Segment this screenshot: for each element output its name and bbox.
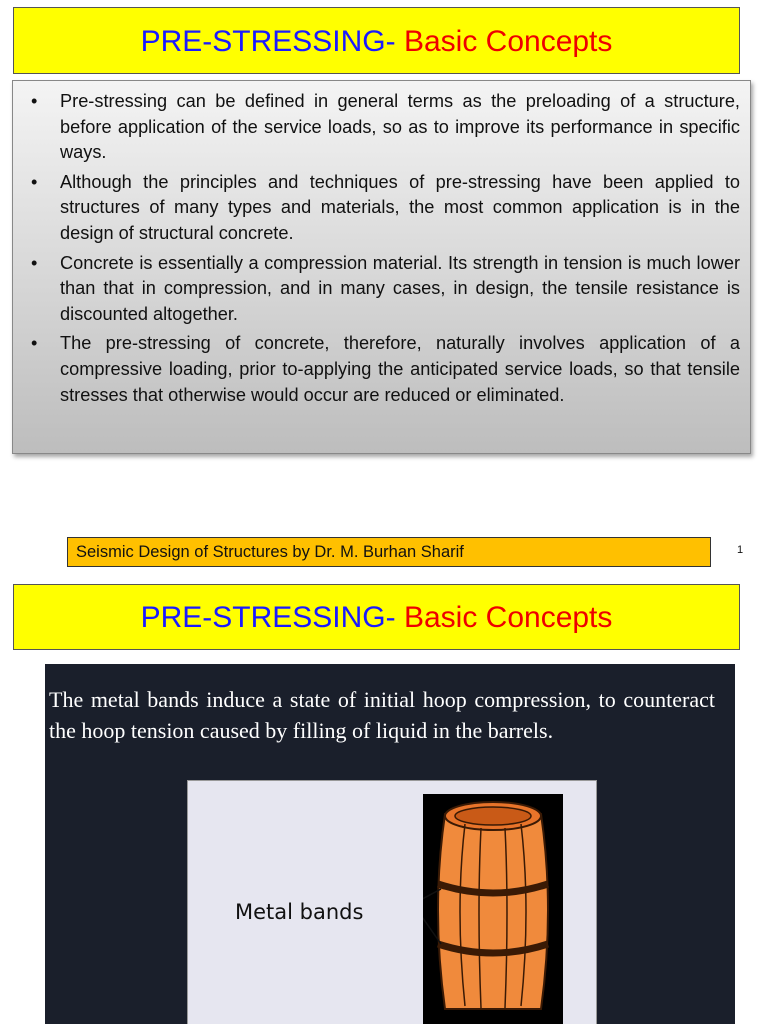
slide2-title-accent: Basic Concepts — [395, 601, 613, 634]
figure-label: Metal bands — [235, 900, 364, 924]
slide2-title — [13, 584, 740, 650]
barrel-icon — [423, 794, 563, 1024]
bullet-icon: • — [31, 91, 38, 111]
slide1-title-accent: Basic Concepts — [395, 25, 613, 58]
slide1-title-main: PRE-STRESSING- — [140, 25, 396, 58]
bullet-icon: • — [31, 333, 38, 354]
bullet-text: Although the principles and techniques of pre-stressing have been applied to structures of many types and materials, the most common application is in the design of structural concrete. — [60, 171, 740, 243]
bullet-text: Concrete is essentially a compression material. Its strength in tension is much lower than that in compression, and in many cases, in design, the tensile resistance is discounted altogether. — [60, 252, 740, 324]
slide2-image — [45, 664, 735, 1024]
bullet-item — [31, 331, 740, 408]
slide2-title-main: PRE-STRESSING- — [140, 601, 396, 634]
bullet-text: The pre-stressing of concrete, therefore, naturally involves application of a compressive loading, prior to-applying the anticipated service loads, so that tensile stresses that otherwise would occur are reduced or eliminated. — [60, 333, 740, 405]
bullet-icon: • — [31, 252, 38, 273]
bullet-item — [31, 251, 740, 328]
slide-footer: Seismic Design of Structures by Dr. M. Burhan Sharif — [67, 537, 711, 567]
bullet-list — [12, 80, 751, 454]
bullet-item — [31, 170, 740, 247]
bullet-icon: • — [31, 171, 38, 192]
slide2-caption: The metal bands induce a state of initial hoop compression, to counteract the hoop tension caused by filling of liquid in the barrels. — [49, 687, 715, 743]
slide1-title — [13, 7, 740, 74]
bullet-text: Pre-stressing can be defined in general terms as the preloading of a structure, before application of the service loads, so as to improve its performance in specific ways. — [60, 91, 740, 163]
page-number: 1 — [737, 544, 744, 556]
bullet-item — [31, 89, 740, 166]
